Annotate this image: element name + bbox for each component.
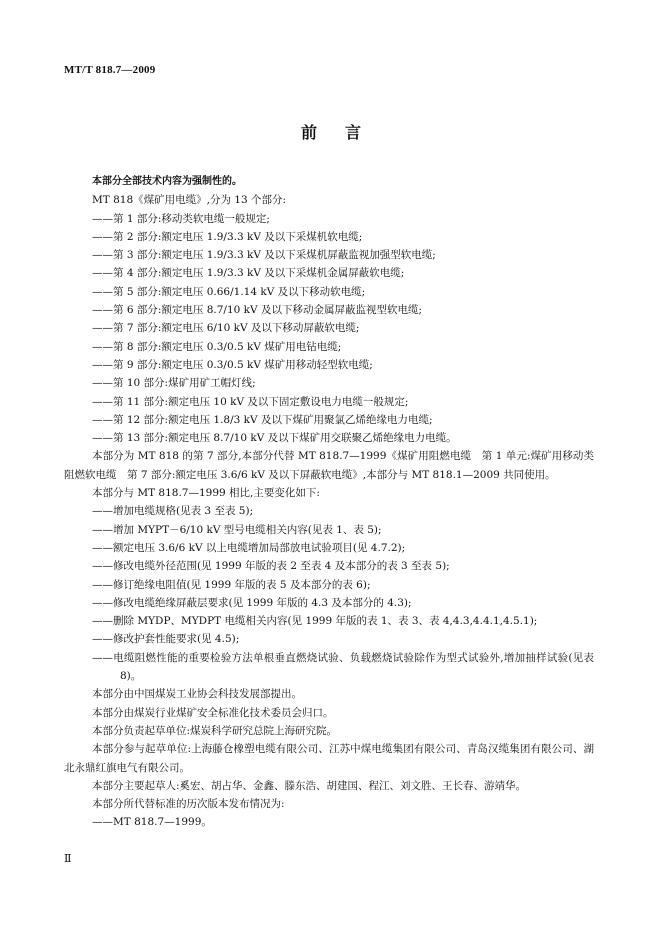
- part-item: ——第 12 部分:额定电压 1.8/3 kV 及以下煤矿用聚氯乙烯绝缘电力电缆;: [92, 413, 433, 426]
- page-number: Ⅱ: [64, 853, 72, 865]
- change-item: ——修改护套性能要求(见 4.5);: [92, 633, 240, 646]
- part-item: ——第 4 部分:额定电压 1.9/3.3 kV 及以下采煤机金属屏蔽软电缆;: [92, 267, 405, 280]
- history-item: ——MT 818.7—1999。: [92, 816, 212, 829]
- main-drafters: 本部分主要起草人:奚宏、胡占华、金鑫、滕东浩、胡建国、程江、刘文胜、王长春、游靖华。: [92, 779, 527, 792]
- page-title: 前言: [300, 123, 389, 142]
- participant-units: 本部分参与起草单位:上海藤仓橡塑电缆有限公司、江苏中煤电缆集团有限公司、青岛汉缆集团有限公司、湖北永鼎红旗电气有限公司。: [64, 743, 594, 774]
- foreword-body: [64, 173, 594, 832]
- series-intro: MT 818《煤矿用电缆》,分为 13 个部分:: [92, 194, 287, 207]
- part-item: ——第 9 部分:额定电压 0.3/0.5 kV 煤矿用移动轻型软电缆;: [92, 358, 373, 371]
- part-item: ——第 5 部分:额定电压 0.66/1.14 kV 及以下移动软电缆;: [92, 285, 366, 298]
- change-item-last: ——电缆阻燃性能的重要检验方法单根垂直燃烧试验、负载燃烧试验除作为型式试验外,增加抽样试验(见表 8)。: [92, 651, 594, 683]
- history-intro: 本部分所代替标准的历次版本发布情况为:: [92, 798, 285, 811]
- proposed-by: 本部分由中国煤炭工业协会科技发展部提出。: [92, 688, 302, 701]
- managed-by: 本部分由煤炭行业煤矿安全标准化技术委员会归口。: [92, 706, 334, 719]
- change-item: ——删除 MYDP、MYDPT 电缆相关内容(见 1999 年版的表 1、表 3、表 4,4.3,4.4.1,4.5.1);: [92, 615, 538, 628]
- part-item: ——第 2 部分:额定电压 1.9/3.3 kV 及以下采煤机软电缆;: [92, 230, 363, 243]
- changes-intro: 本部分与 MT 818.7—1999 相比,主要变化如下:: [92, 487, 320, 500]
- drafter-unit: 本部分负责起草单位:煤炭科学研究总院上海研究院。: [92, 724, 338, 737]
- change-item: ——额定电压 3.6/6 kV 以上电缆增加局部放电试验项目(见 4.7.2);: [92, 541, 406, 554]
- mandatory-statement: 本部分全部技术内容为强制性的。: [92, 176, 242, 187]
- part-item: ——第 3 部分:额定电压 1.9/3.3 kV 及以下采煤机屏蔽监视加强型软电缆;: [92, 249, 436, 262]
- change-item: ——修改电缆外径范围(见 1999 年版的表 2 至表 4 及本部分的表 3 至表 5);: [92, 560, 450, 573]
- part-item: ——第 1 部分:移动类软电缆一般规定;: [92, 212, 270, 225]
- part-item: ——第 13 部分:额定电压 8.7/10 kV 及以下煤矿用交联聚乙烯绝缘电力电缆。: [92, 432, 457, 445]
- document-code-header: MT/T 818.7—2009: [64, 64, 156, 76]
- change-item: ——修订绝缘电阻值(见 1999 年版的表 5 及本部分的表 6);: [92, 578, 371, 591]
- change-item: ——增加电缆规格(见表 3 至表 5);: [92, 505, 254, 518]
- part-item: ——第 10 部分:煤矿用矿工帽灯线;: [92, 377, 256, 390]
- part-item: ——第 7 部分:额定电压 6/10 kV 及以下移动屏蔽软电缆;: [92, 322, 360, 335]
- part-item: ——第 6 部分:额定电压 8.7/10 kV 及以下移动金属屏蔽监视型软电缆;: [92, 304, 422, 317]
- part-item: ——第 11 部分:额定电压 10 kV 及以下固定敷设电力电缆一般规定;: [92, 395, 409, 408]
- replaces-paragraph: 本部分为 MT 818 的第 7 部分,本部分代替 MT 818.7—1999《煤矿用阻燃电缆 第 1 单元:煤矿用移动类阻燃软电缆 第 7 部分:额定电压 3.6/6 kV 及以下屏蔽软电缆》,本部分与 MT 818.1—2009 共同使用。: [64, 450, 594, 481]
- part-item: ——第 8 部分:额定电压 0.3/0.5 kV 煤矿用电钻电缆;: [92, 340, 342, 353]
- change-item: ——修改电缆绝缘屏蔽层要求(见 1999 年版的 4.3 及本部分的 4.3);: [92, 596, 412, 609]
- change-item: ——增加 MYPT－6/10 kV 型号电缆相关内容(见表 1、表 5);: [92, 523, 382, 536]
